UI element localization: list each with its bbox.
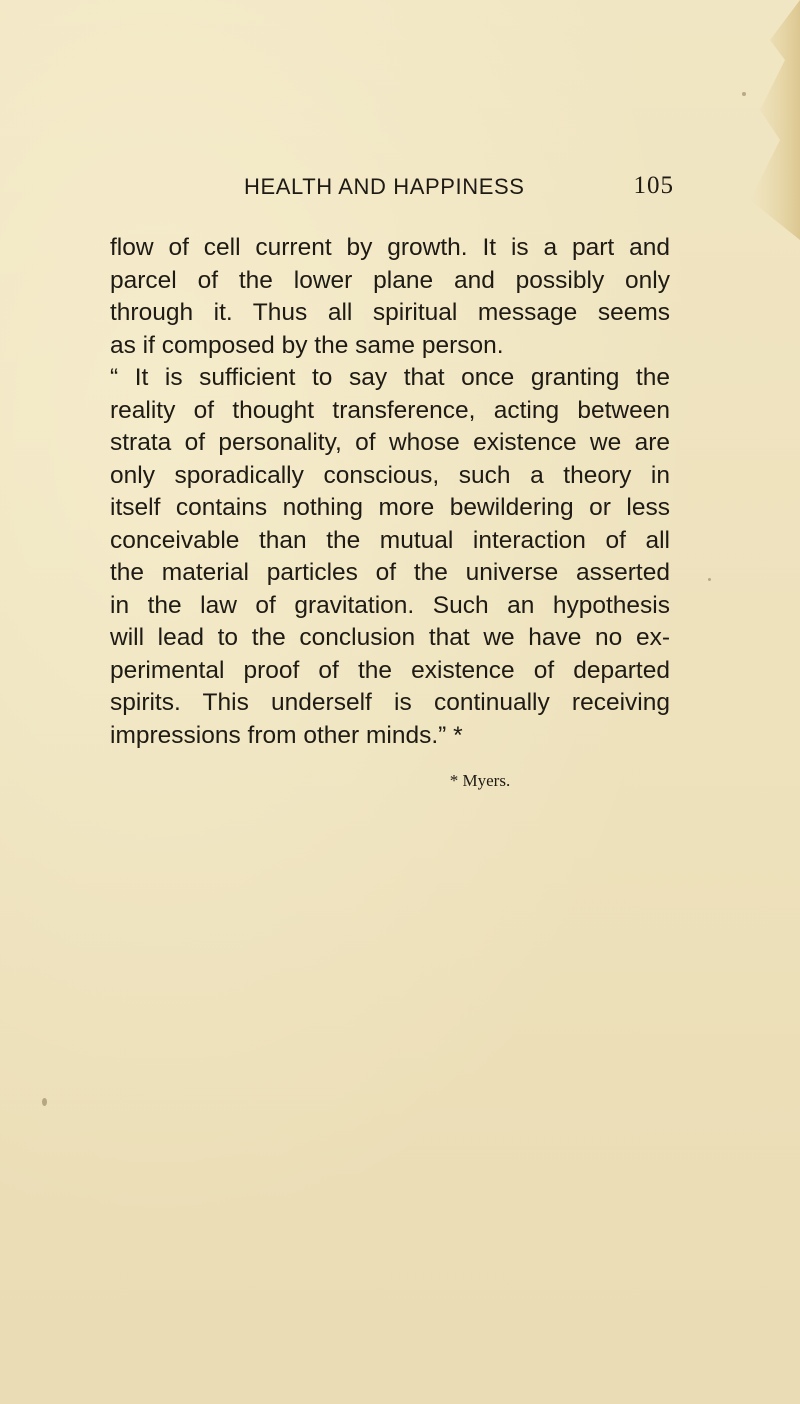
text-line: flow of cell current by growth. It is a part and [110, 234, 670, 261]
text-line: through it. Thus all spiritual message seems [110, 299, 670, 326]
text-line: spirits. This underself is continually receiving [110, 689, 670, 716]
text-line: strata of personality, of whose existence we are [110, 429, 670, 456]
running-head-title: HEALTH AND HAPPINESS [244, 174, 525, 199]
text-line: “ It is sufficient to say that once granting the [110, 364, 670, 391]
body-text [110, 232, 670, 752]
paper-speck [742, 92, 746, 96]
text-line: will lead to the conclusion that we have no ex- [110, 624, 670, 651]
text-line: conceivable than the mutual interaction of all [110, 526, 670, 554]
footnote [0, 771, 800, 791]
text-line: the material particles of the universe asserted [110, 559, 670, 586]
text-line: in the law of gravitation. Such an hypothesis [110, 591, 670, 619]
paper-speck [42, 1098, 47, 1106]
page-corner-shadow [690, 0, 800, 260]
page-number: 105 [633, 172, 674, 199]
running-head [244, 170, 674, 206]
footnote-text: * Myers. [449, 771, 511, 790]
text-line: impressions from other minds.” * [110, 721, 463, 749]
text-line: parcel of the lower plane and possibly only [110, 266, 670, 294]
text-line: itself contains nothing more bewildering or less [110, 494, 670, 521]
text-line: perimental proof of the existence of departed [110, 656, 670, 684]
text-line: only sporadically conscious, such a theory in [110, 461, 670, 489]
text-line: reality of thought transference, acting between [110, 396, 670, 424]
text-line: as if composed by the same person. [110, 331, 504, 359]
paper-speck [708, 578, 711, 581]
